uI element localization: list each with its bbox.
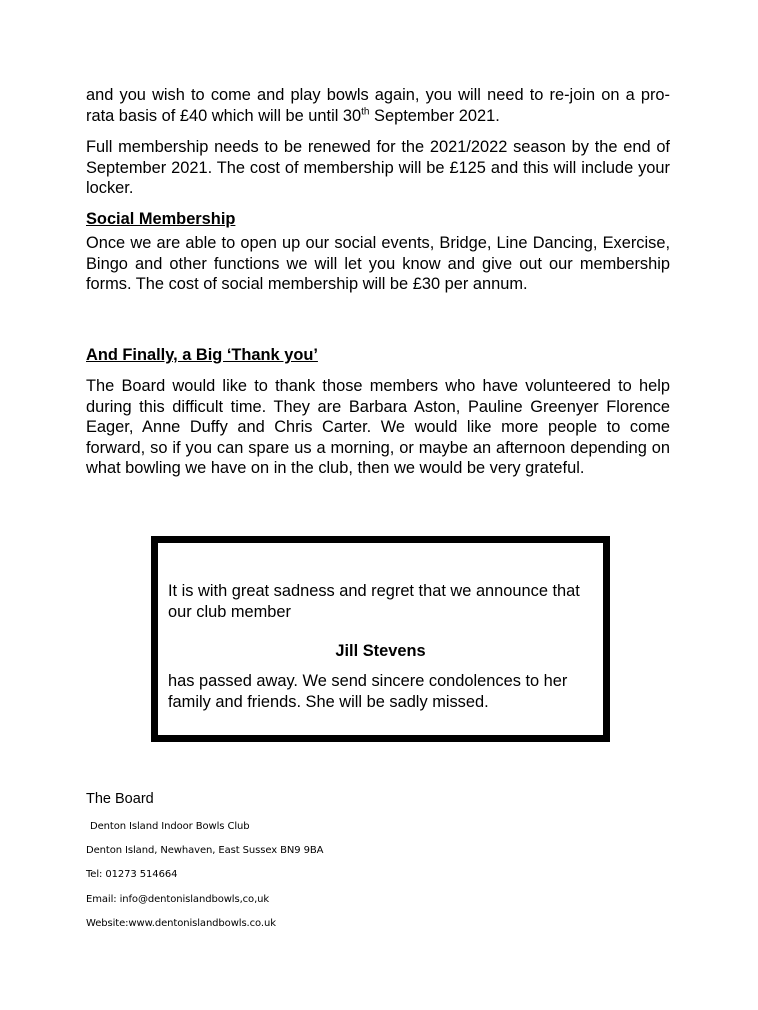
thank-you-paragraph: The Board would like to thank those members who have volunteered to help during this difficult time. They are Barbara Aston, Pauline Greenyer Florence Eager, Anne Duffy and Chris Carter. We would like more people to come forward, so if you can spare us a morning, or maybe an afternoon depending on what bowling we have on in the club, then we would be very grateful. (86, 377, 670, 478)
ordinal-suffix: th (361, 106, 370, 118)
club-name: Denton Island Indoor Bowls Club (90, 821, 250, 832)
club-telephone: Tel: 01273 514664 (86, 869, 178, 880)
club-email: Email: info@dentonislandbowls,co,uk (86, 894, 270, 905)
rejoin-text-end: September 2021. (369, 106, 500, 125)
club-address: Denton Island, Newhaven, East Sussex BN9 9BA (86, 845, 324, 856)
rejoin-text: and you wish to come and play bowls again, you will need to re-join on a pro-rata basis of £40 which will be until 30 (86, 86, 670, 125)
rejoin-paragraph (86, 85, 670, 126)
notice-intro: It is with great sadness and regret that we announce that our club member (168, 582, 580, 621)
notice-condolence: has passed away. We send sincere condolences to her family and friends. She will be sadly missed. (168, 672, 568, 711)
signoff: The Board (86, 791, 154, 807)
club-website: Website:www.dentonislandbowls.co.uk (86, 918, 276, 929)
notice-member-name: Jill Stevens (335, 642, 426, 660)
social-membership-heading: Social Membership (86, 210, 236, 228)
thank-you-heading: And Finally, a Big ‘Thank you’ (86, 346, 318, 364)
full-membership-paragraph: Full membership needs to be renewed for the 2021/2022 season by the end of September 2021. The cost of membership will be £125 and this will include your locker. (86, 138, 670, 198)
social-membership-paragraph: Once we are able to open up our social events, Bridge, Line Dancing, Exercise, Bingo and other functions we will let you know and give out our membership forms. The cost of social membership will be £30 per annum. (86, 234, 670, 294)
condolence-notice-box (151, 536, 610, 742)
